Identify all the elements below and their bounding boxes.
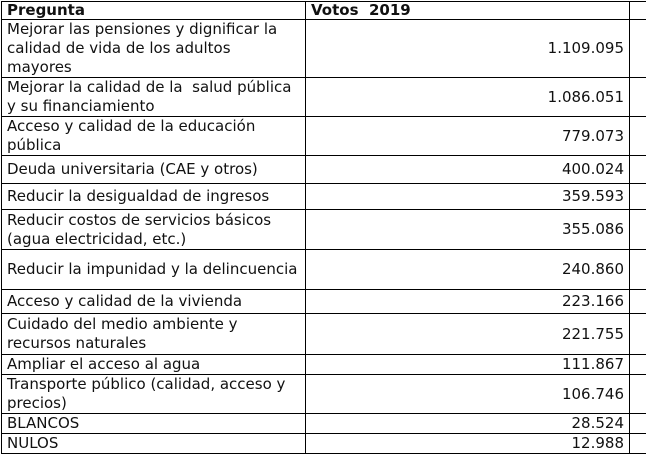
votos-cell: 106.746 bbox=[306, 375, 630, 414]
header-empty bbox=[630, 2, 646, 20]
votos-cell: 359.593 bbox=[306, 184, 630, 210]
votos-cell: 240.860 bbox=[306, 250, 630, 290]
pregunta-cell: NULOS bbox=[2, 434, 306, 454]
table-row bbox=[2, 375, 646, 414]
empty-cell bbox=[630, 314, 646, 355]
table-row bbox=[2, 20, 646, 78]
table-body bbox=[2, 20, 646, 454]
table-row bbox=[2, 414, 646, 434]
table-row bbox=[2, 355, 646, 375]
table-row bbox=[2, 184, 646, 210]
votos-cell: 223.166 bbox=[306, 290, 630, 314]
pregunta-cell: Reducir la impunidad y la delincuencia bbox=[2, 250, 306, 290]
pregunta-cell: Transporte público (calidad, acceso y precios) bbox=[2, 375, 306, 414]
empty-cell bbox=[630, 290, 646, 314]
empty-cell bbox=[630, 210, 646, 250]
empty-cell bbox=[630, 434, 646, 454]
table-row bbox=[2, 434, 646, 454]
header-votos-2019: Votos 2019 bbox=[306, 2, 630, 20]
table-row bbox=[2, 117, 646, 156]
pregunta-cell: Reducir la desigualdad de ingresos bbox=[2, 184, 306, 210]
votos-cell: 779.073 bbox=[306, 117, 630, 156]
empty-cell bbox=[630, 78, 646, 117]
pregunta-cell: BLANCOS bbox=[2, 414, 306, 434]
pregunta-cell: Cuidado del medio ambiente y recursos naturales bbox=[2, 314, 306, 355]
table-row bbox=[2, 290, 646, 314]
pregunta-cell: Acceso y calidad de la vivienda bbox=[2, 290, 306, 314]
votos-cell: 355.086 bbox=[306, 210, 630, 250]
empty-cell bbox=[630, 117, 646, 156]
empty-cell bbox=[630, 20, 646, 78]
header-pregunta: Pregunta bbox=[2, 2, 306, 20]
votos-cell: 12.988 bbox=[306, 434, 630, 454]
empty-cell bbox=[630, 156, 646, 184]
table-row bbox=[2, 210, 646, 250]
pregunta-cell: Mejorar la calidad de la salud pública y su financiamiento bbox=[2, 78, 306, 117]
empty-cell bbox=[630, 355, 646, 375]
table-row bbox=[2, 250, 646, 290]
table-row bbox=[2, 156, 646, 184]
table-header-row bbox=[2, 2, 646, 20]
votos-cell: 1.086.051 bbox=[306, 78, 630, 117]
votos-cell: 400.024 bbox=[306, 156, 630, 184]
votos-cell: 28.524 bbox=[306, 414, 630, 434]
table-row bbox=[2, 78, 646, 117]
pregunta-cell: Deuda universitaria (CAE y otros) bbox=[2, 156, 306, 184]
empty-cell bbox=[630, 375, 646, 414]
votos-cell: 111.867 bbox=[306, 355, 630, 375]
votes-table bbox=[1, 1, 646, 454]
empty-cell bbox=[630, 414, 646, 434]
votos-cell: 221.755 bbox=[306, 314, 630, 355]
empty-cell bbox=[630, 250, 646, 290]
table-row bbox=[2, 314, 646, 355]
pregunta-cell: Ampliar el acceso al agua bbox=[2, 355, 306, 375]
pregunta-cell: Mejorar las pensiones y dignificar la calidad de vida de los adultos mayores bbox=[2, 20, 306, 78]
votos-cell: 1.109.095 bbox=[306, 20, 630, 78]
empty-cell bbox=[630, 184, 646, 210]
pregunta-cell: Reducir costos de servicios básicos (agua electricidad, etc.) bbox=[2, 210, 306, 250]
pregunta-cell: Acceso y calidad de la educación pública bbox=[2, 117, 306, 156]
